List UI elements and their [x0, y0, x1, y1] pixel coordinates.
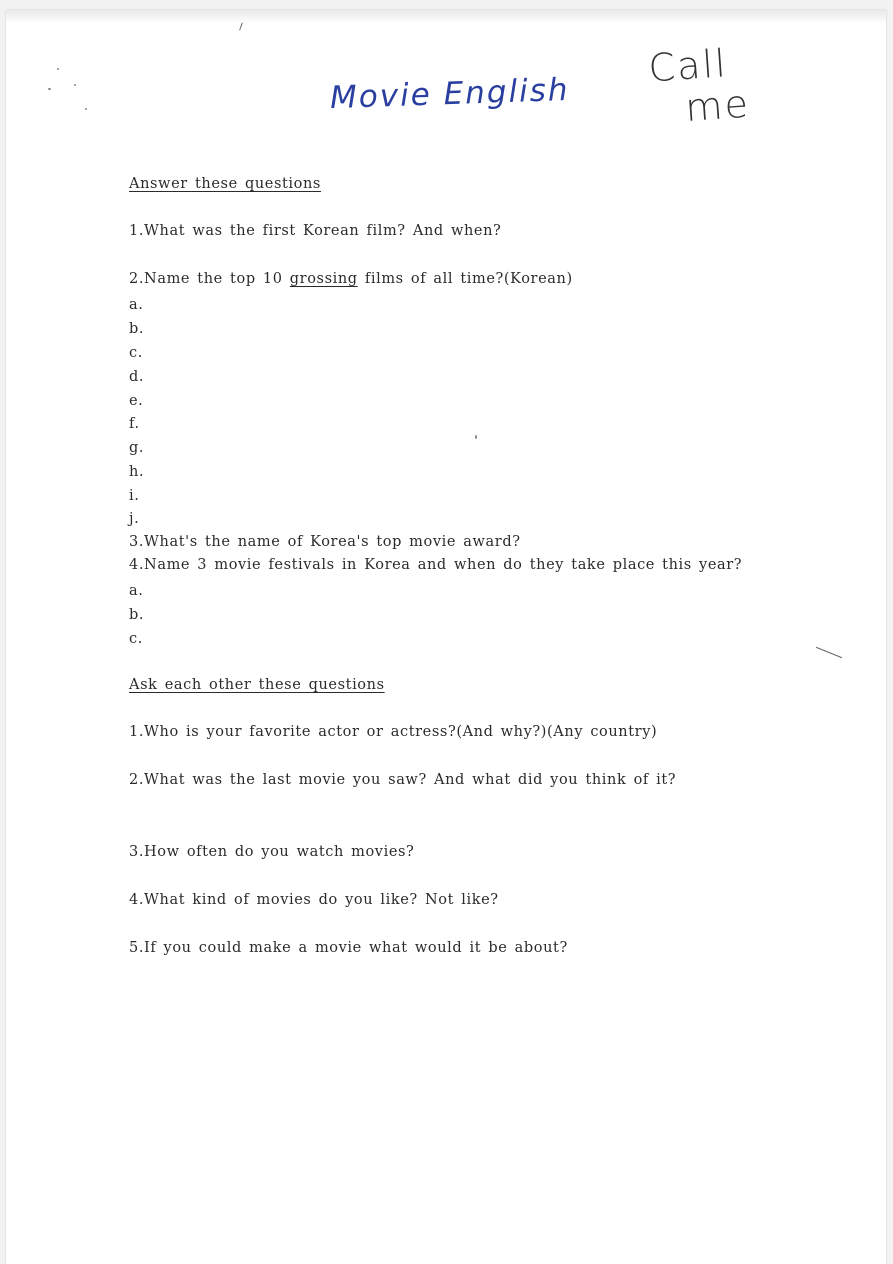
q2-list-item: g. [129, 440, 145, 456]
handwritten-title: Movie English [329, 71, 571, 117]
section1-question-1: 1.What was the first Korean film? And when? [129, 223, 502, 239]
q2-text-before: 2.Name the top 10 [129, 271, 290, 287]
section2-question-2: 2.What was the last movie you saw? And what did you think of it? [129, 772, 677, 788]
section2-question-5: 5.If you could make a movie what would it be about? [129, 940, 568, 956]
scan-speck [57, 68, 59, 70]
section2-question-3: 3.How often do you watch movies? [129, 844, 415, 860]
handwritten-note-line1: Call [647, 41, 729, 91]
section2-question-4: 4.What kind of movies do you like? Not like? [129, 892, 499, 908]
q2-list-item: c. [129, 345, 143, 361]
q2-list-item: i. [129, 488, 140, 504]
q2-list-item: e. [129, 393, 144, 409]
q4-list-item: b. [129, 607, 145, 623]
handwritten-note [647, 41, 751, 132]
scan-speck [74, 84, 76, 86]
scan-top-edge [6, 10, 886, 24]
q2-text-after: films of all time?(Korean) [357, 271, 573, 287]
section1-question-2 [129, 271, 573, 287]
scan-speck [48, 88, 51, 90]
section1-heading: Answer these questions [129, 176, 321, 192]
handwritten-note-line2: me [683, 81, 752, 130]
q4-list-item: a. [129, 583, 144, 599]
q2-list-item: j. [129, 511, 140, 527]
q2-list-item: a. [129, 297, 144, 313]
q2-underlined-word: grossing [289, 271, 358, 287]
section2-question-1: 1.Who is your favorite actor or actress?(And why?)(Any country) [129, 724, 658, 740]
section1-question-4: 4.Name 3 movie festivals in Korea and when do they take place this year? [129, 557, 743, 573]
section1-question-3: 3.What's the name of Korea's top movie award? [129, 534, 521, 550]
section2-heading: Ask each other these questions [129, 677, 385, 693]
scan-speck [85, 108, 87, 110]
q4-list-item: c. [129, 631, 143, 647]
q2-list-item: f. [129, 416, 140, 432]
scan-speck [475, 435, 477, 439]
q2-list-item: h. [129, 464, 145, 480]
q2-list-item: b. [129, 321, 145, 337]
q2-list-item: d. [129, 369, 145, 385]
